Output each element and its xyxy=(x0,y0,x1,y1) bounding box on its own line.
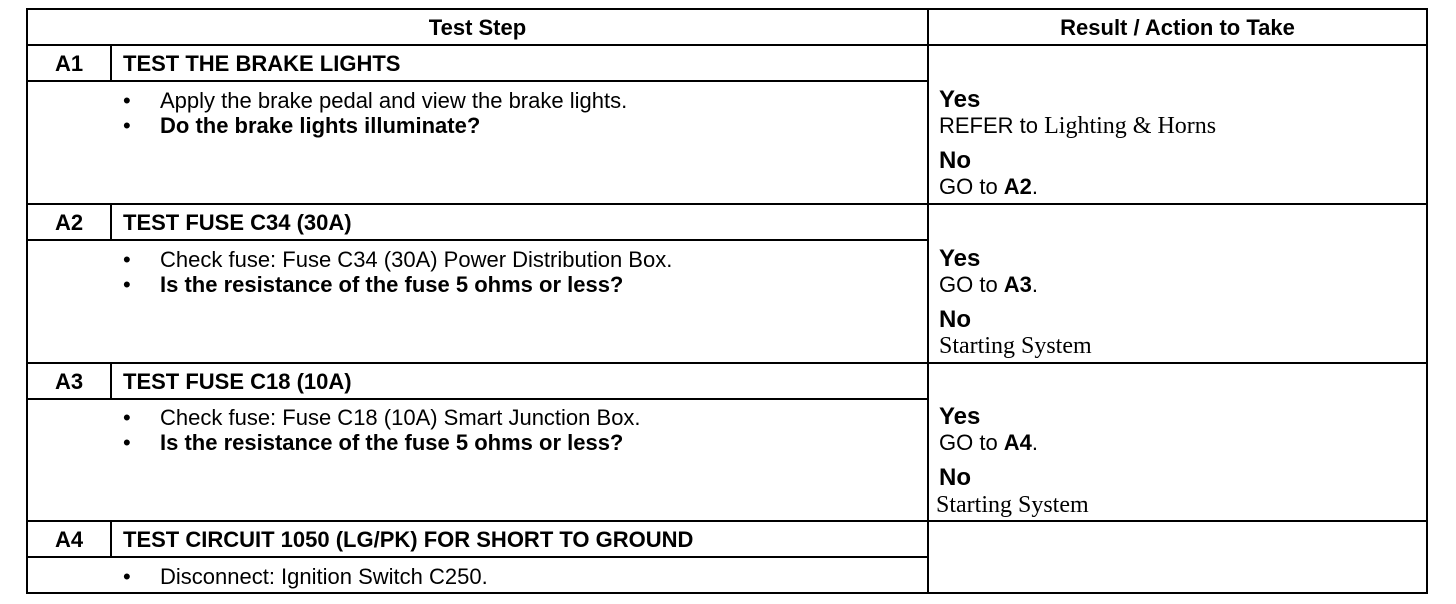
result-yes-action: GO to A3. xyxy=(939,272,1039,297)
bullet: • xyxy=(123,113,131,138)
bullet: • xyxy=(123,88,131,113)
column-divider xyxy=(927,10,929,592)
result-yes: Yes xyxy=(939,403,981,430)
result-yes-action: GO to A4. xyxy=(939,430,1039,455)
row-divider xyxy=(28,556,928,558)
reference-link[interactable]: Starting System xyxy=(939,333,1092,359)
step-reference[interactable]: A4 xyxy=(1003,430,1032,455)
header-test-step: Test Step xyxy=(428,15,527,40)
step-id: A4 xyxy=(54,527,84,552)
id-divider xyxy=(110,203,112,241)
id-divider xyxy=(110,520,112,558)
row-divider xyxy=(28,239,928,241)
step-instruction: Disconnect: Ignition Switch C250. xyxy=(160,564,488,589)
result-yes-action: REFER to Lighting & Horns xyxy=(939,113,1217,139)
bullet: • xyxy=(123,430,131,455)
step-id: A3 xyxy=(54,369,84,394)
result-no-action: GO to A2. xyxy=(939,174,1039,199)
step-reference[interactable]: A2 xyxy=(1003,174,1032,199)
step-reference[interactable]: A3 xyxy=(1003,272,1032,297)
row-divider xyxy=(28,520,1426,522)
bullet: • xyxy=(123,564,131,589)
header-divider xyxy=(28,44,1426,46)
step-id: A1 xyxy=(54,51,84,76)
bullet: • xyxy=(123,272,131,297)
step-question: Is the resistance of the fuse 5 ohms or less? xyxy=(160,430,624,455)
step-question: Do the brake lights illuminate? xyxy=(160,113,481,138)
row-divider xyxy=(28,398,928,400)
result-yes: Yes xyxy=(939,86,981,113)
step-question: Is the resistance of the fuse 5 ohms or less? xyxy=(160,272,624,297)
reference-link[interactable]: Lighting & Horns xyxy=(1044,113,1217,139)
step-instruction: Check fuse: Fuse C18 (10A) Smart Junction Box. xyxy=(160,405,641,430)
row-divider xyxy=(28,203,1426,205)
row-divider xyxy=(28,362,1426,364)
id-divider xyxy=(110,362,112,400)
step-id: A2 xyxy=(54,210,84,235)
step-title: TEST THE BRAKE LIGHTS xyxy=(123,51,401,76)
step-title: TEST CIRCUIT 1050 (LG/PK) FOR SHORT TO GROUND xyxy=(123,527,694,552)
step-instruction: Apply the brake pedal and view the brake lights. xyxy=(160,88,628,113)
step-title: TEST FUSE C34 (30A) xyxy=(123,210,352,235)
id-divider xyxy=(110,44,112,82)
result-no: No xyxy=(939,464,971,491)
header-result: Result / Action to Take xyxy=(1060,15,1295,40)
result-no: No xyxy=(939,306,971,333)
row-divider xyxy=(28,80,928,82)
bullet: • xyxy=(123,247,131,272)
result-yes: Yes xyxy=(939,245,981,272)
diagnostic-table xyxy=(26,8,1428,594)
reference-link[interactable]: Starting System xyxy=(936,492,1089,518)
bullet: • xyxy=(123,405,131,430)
result-no: No xyxy=(939,147,971,174)
step-instruction: Check fuse: Fuse C34 (30A) Power Distribution Box. xyxy=(160,247,673,272)
step-title: TEST FUSE C18 (10A) xyxy=(123,369,352,394)
